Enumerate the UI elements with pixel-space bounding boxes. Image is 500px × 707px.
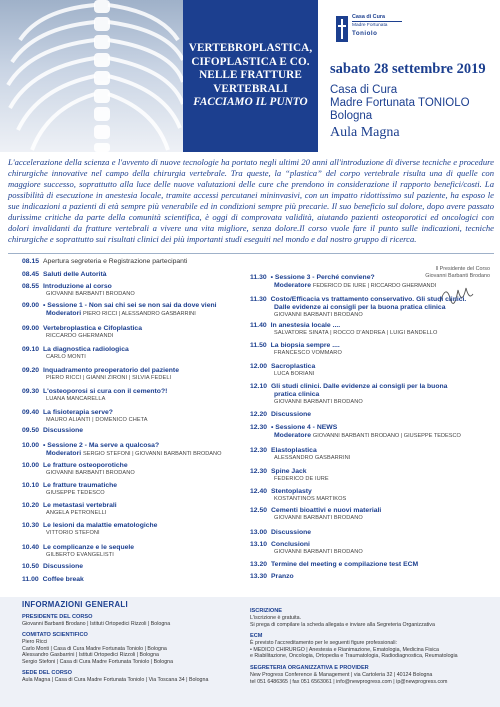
program-time: 13.20 [250, 561, 268, 568]
program-time: 12.40 [250, 488, 268, 495]
program-item [250, 573, 490, 581]
program-speaker: GILBERTO EVANGELISTI [46, 552, 114, 558]
program-title: Le metastasi vertebrali [43, 502, 117, 509]
event-venue [330, 84, 470, 123]
program-item [22, 388, 262, 403]
session-title: • Sessione 3 - Perché conviene? [270, 274, 375, 281]
program-speaker: FEDERICO DE IURE [274, 476, 329, 482]
program-time: 11.40 [250, 322, 267, 329]
program-session [22, 442, 262, 458]
event-title-line: CIFOPLASTICA E CO. [191, 55, 310, 68]
program-item [22, 427, 262, 435]
program-time: 12.20 [250, 411, 268, 418]
program-speaker: ALESSANDRO GASBARRINI [274, 455, 351, 461]
logo-text-line: Madre Fortunata [352, 23, 388, 28]
program-speaker: ANGELA PETRONELLI [46, 510, 107, 516]
ecm-label: ECM [250, 633, 263, 639]
program-time: 10.20 [22, 502, 40, 509]
program-title: Discussione [43, 427, 84, 434]
session-moderators [22, 450, 262, 458]
info-heading: INFORMAZIONI GENERALI [22, 600, 128, 609]
signature-role: Il Presidente del Corso [435, 266, 490, 272]
ribcage-illustration [0, 0, 183, 152]
program-session [22, 302, 262, 318]
program-item [22, 522, 262, 537]
program-time: 09.40 [22, 409, 40, 416]
signature-name: Giovanni Barbanti Brodano [425, 273, 490, 279]
committee-member: Carlo Monti | Casa di Cura Madre Fortunata Toniolo | Bologna [22, 645, 167, 652]
program-item [250, 411, 490, 419]
program-speaker: GIOVANNI BARBANTI BRODANO [46, 291, 135, 297]
committee-member: Sergio Stefoni | Casa di Cura Madre Fortunata Toniolo | Bologna [22, 658, 174, 665]
program-speaker: MAURO ALIANTI | DOMENICO CHETA [46, 417, 148, 423]
program-time: 12.10 [250, 383, 268, 390]
program-title: Le fratture osteoporotiche [43, 462, 128, 469]
program-title: Cementi bioattivi e nuovi materiali [271, 507, 382, 514]
program-title: La biopsia sempre .... [270, 342, 340, 349]
session-title: • Sessione 2 - Ma serve a qualcosa? [43, 442, 160, 449]
divider [8, 253, 494, 254]
program-item [22, 563, 262, 571]
program-title-continuation: pratica clinica [274, 391, 320, 398]
program-title: In anestesia locale .... [270, 322, 341, 329]
program-time: 12.30 [250, 424, 268, 431]
program-time: 09.30 [22, 388, 40, 395]
event-title-line: NELLE FRATTURE [199, 69, 302, 82]
program-speaker: SALVATORE SINATA | ROCCO D'ANDREA | LUIGI BANDELLO [274, 330, 438, 336]
secretariat-label: SEGRETERIA ORGANIZZATIVA E PROVIDER [250, 665, 369, 671]
program-title: L'osteoporosi si cura con il cemento?! [43, 388, 168, 395]
clinic-emblem-icon [336, 16, 348, 42]
program-item [22, 544, 262, 559]
program-time: 09.00 [22, 302, 40, 309]
program-speaker: CARLO MONTI [46, 354, 86, 360]
moderator-label: Moderatore [274, 432, 312, 439]
program-speaker: VITTORIO STEFONI [46, 530, 100, 536]
committee-member: Alessandro Gasbarrini | Istituti Ortopedici Rizzoli | Bologna [22, 652, 160, 658]
program-time: 09.00 [22, 325, 40, 332]
moderator-names: GIOVANNI BARBANTI BRODANO | GIUSEPPE TEDESCO [312, 433, 461, 439]
program-title-continuation: Dalle evidenze ai consigli per la buona pratica clinica [274, 304, 446, 311]
program-item [250, 541, 490, 556]
session-title: • Sessione 4 - NEWS [271, 424, 338, 431]
session-title: • Sessione 1 - Non sai chi sei se non sai da dove vieni [43, 302, 217, 309]
program-time: 12.30 [250, 468, 268, 475]
program-title: Elastoplastica [271, 447, 317, 454]
committee-member: Piero Ricci [22, 639, 48, 645]
program-title: Pranzo [271, 573, 294, 580]
program-time: 12.50 [250, 507, 268, 514]
venue-line: Bologna [330, 110, 373, 122]
session-moderators [250, 282, 490, 290]
venue-label: SEDE DEL CORSO [22, 670, 72, 676]
program-session [250, 424, 490, 440]
program-title: Sacroplastica [271, 363, 316, 370]
program-item [22, 367, 262, 382]
event-title-line: VERTEBRALI [213, 82, 288, 95]
program-speaker: GIOVANNI BARBANTI BRODANO [274, 515, 363, 521]
program-item [22, 502, 262, 517]
program-time: 09.20 [22, 367, 40, 374]
program-item [22, 462, 262, 477]
program-item [22, 409, 262, 424]
program-title: Spine Jack [271, 468, 307, 475]
program-time: 10.50 [22, 563, 40, 570]
clinic-logo [336, 10, 403, 54]
program-speaker: LUCA BORIANI [274, 371, 315, 377]
program-item [250, 363, 490, 378]
program-title: Conclusioni [271, 541, 310, 548]
program-time: 10.30 [22, 522, 40, 529]
event-hall: Aula Magna [330, 125, 400, 140]
registration-line: L'iscrizione è gratuita. [250, 615, 302, 621]
program-speaker: RICCARDO GHERMANDI [46, 333, 114, 339]
moderator-names: PIERO RICCI | ALESSANDRO GASBARRINI [83, 311, 196, 317]
program-item [250, 507, 490, 522]
president-label: PRESIDENTE DEL CORSO [22, 614, 93, 620]
program-time: 09.50 [22, 427, 40, 434]
program-speaker: PIERO RICCI | GIANNI ZIRONI | SILVIA FEDELI [46, 375, 172, 381]
program-session [250, 274, 490, 290]
session-moderators [22, 310, 262, 318]
program-time: 12.30 [250, 447, 268, 454]
program-item [22, 482, 262, 497]
program-speaker: FRANCESCO VOMMARO [274, 350, 342, 356]
program-item [22, 271, 262, 279]
committee-label: COMITATO SCIENTIFICO [22, 632, 88, 638]
program-speaker: GIOVANNI BARBANTI BRODANO [46, 470, 135, 476]
program-time: 10.00 [22, 462, 40, 469]
program-item [250, 488, 490, 503]
program-time: 11.30 [250, 274, 267, 281]
program-item [250, 561, 490, 569]
event-subtitle: FACCIAMO IL PUNTO [193, 96, 308, 109]
spine-xray-image [0, 0, 183, 152]
program-title: Stentoplasty [271, 488, 312, 495]
event-title-box [183, 0, 318, 152]
program-speaker: KOSTANTINOS MARTIKOS [274, 496, 347, 502]
moderator-names: SERGIO STEFONI | GIOVANNI BARBANTI BRODANO [83, 451, 222, 457]
venue-line: Madre Fortunata TONIOLO [330, 97, 470, 109]
program-title: Introduzione al corso [43, 283, 112, 290]
program-title: Le lesioni da malattie ematologiche [43, 522, 158, 529]
moderator-label: Moderatore [274, 282, 312, 289]
logo-divider [352, 21, 402, 22]
program-title: Costo/Efficacia vs trattamento conservativo. Gli studi clinici. [270, 296, 467, 303]
venue-value: Aula Magna | Casa di Cura Madre Fortunata Toniolo | Via Toscana 34 | Bologna [22, 677, 209, 683]
program-title: Termine del meeting e compilazione test ECM [271, 561, 419, 568]
secretariat-line: tel 051 6486365 | fax 051 6563061 | info@newprogress.com | ip@newprogress.com [250, 678, 448, 685]
program-item [250, 447, 490, 462]
program-item [22, 346, 262, 361]
program-time: 12.00 [250, 363, 268, 370]
president-value: Giovanni Barbanti Brodano | Istituti Ortopedici Rizzoli | Bologna [22, 621, 171, 627]
program-title: Apertura segreteria e Registrazione partecipanti [43, 258, 188, 265]
moderator-label: Moderatori [46, 450, 82, 457]
program-item [250, 468, 490, 483]
program-title: Le complicanze e le sequele [43, 544, 135, 551]
program-item [250, 322, 490, 337]
program-title: La fisioterapia serve? [43, 409, 113, 416]
program-item [22, 325, 262, 340]
event-date: sabato 28 settembre 2019 [330, 61, 486, 77]
program-item [250, 296, 490, 319]
ecm-line: e Riabilitazione, Oncologia, Ortopedia e Traumatologia, Radiodiagnostica, Reumatologia [250, 653, 458, 659]
program-item [22, 258, 262, 266]
program-title: Gli studi clinici. Dalle evidenze ai consigli per la buona [271, 383, 448, 390]
program-title: Vertebroplastica e Cifoplastica [43, 325, 142, 332]
program-time: 09.10 [22, 346, 40, 353]
program-title: Inquadramento preoperatorio del paziente [43, 367, 179, 374]
venue-line: Casa di Cura [330, 84, 398, 96]
program-item [250, 383, 490, 406]
program-item [22, 283, 262, 298]
program-item [22, 576, 262, 584]
registration-line: Si prega di compilare la scheda allegata e inviare alla Segreteria Organizzativa [250, 621, 435, 628]
program-title: Le fratture traumatiche [43, 482, 118, 489]
program-time: 10.00 [22, 442, 40, 449]
logo-text-line: Casa di Cura [352, 14, 385, 20]
secretariat-line: New Progress Conference & Management | via Cartoleria 32 | 40124 Bologna [250, 672, 433, 678]
program-time: 10.10 [22, 482, 40, 489]
program-item [250, 342, 490, 357]
moderator-names: FEDERICO DE IURE | RICCARDO GHERMANDI [312, 283, 437, 289]
program-title: Discussione [271, 529, 312, 536]
program-time: 08.45 [22, 271, 40, 278]
program-time: 10.40 [22, 544, 40, 551]
program-time: 11.30 [250, 296, 267, 303]
intro-paragraph: L'accelerazione della scienza e l'avvento di nuove tecnologie ha portato negli ultimi 20 anni all'introduzione di diverse tecniche e procedure chirurgiche innovative nel campo della chirurgia vertebrale. Tra queste, la “plastica” del corpo vertebrale risulta una di quelle con maggiore successo, soprattutto alla luce delle nuove valutazioni delle cure che prendono in considerazione il rapporto benefici/costi. La possibilità di esecuzione in anestesia locale, tramite accessi percutanei mininvasivi, con un impatto ridottissimo sul paziente, ha esposo le sue indicazioni a pazienti di età sempre più venerabile ed in condizioni sempre più precarie. Il suo beneficio sul dolore, dopo avere passato durissime critiche da parte della comunità scientifica, è oggi di comprovata validità, aiutando pazienti osteoporotici ed oncologici con dolori invalidanti da fratture vertebrali a vivere una vita migliore, senza dolore.Il corso vuole fare il punto sulle indicazioni, tecniche chirurgiche e soprattutto sui risultati clinici dei più importanti studi eseguiti nel mondo e dal nostro gruppo di ricerca. [8, 157, 494, 244]
program-time: 13.10 [250, 541, 268, 548]
event-title-line: VERTEBROPLASTICA, [188, 42, 313, 55]
ecm-line: • MEDICO CHIRURGO | Anestesia e Rianimazione, Ematologia, Medicina Fisica [250, 646, 439, 653]
program-time: 11.50 [250, 342, 267, 349]
program-title: Coffee break [42, 576, 84, 583]
program-title: Discussione [43, 563, 84, 570]
program-speaker: GIOVANNI BARBANTI BRODANO [274, 549, 363, 555]
session-moderators [250, 432, 490, 440]
program-title: La diagnostica radiologica [43, 346, 129, 353]
program-title: Saluti delle Autorità [43, 271, 107, 278]
program-time: 08.55 [22, 283, 40, 290]
program-item [250, 529, 490, 537]
program-speaker: LUANA MANCARELLA [46, 396, 106, 402]
ecm-line: È previsto l'accreditamento per le seguenti figure professionali: [250, 640, 398, 646]
moderator-label: Moderatori [46, 310, 82, 317]
program-title: Discussione [271, 411, 312, 418]
program-speaker: GIOVANNI BARBANTI BRODANO [274, 399, 363, 405]
registration-label: ISCRIZIONE [250, 608, 283, 614]
program-speaker: GIOVANNI BARBANTI BRODANO [274, 312, 363, 318]
program-time: 13.30 [250, 573, 268, 580]
program-speaker: GIUSEPPE TEDESCO [46, 490, 105, 496]
program-time: 13.00 [250, 529, 268, 536]
program-time: 11.00 [22, 576, 39, 583]
program-time: 08.15 [22, 258, 40, 265]
logo-text-line: Toniolo [352, 30, 378, 37]
